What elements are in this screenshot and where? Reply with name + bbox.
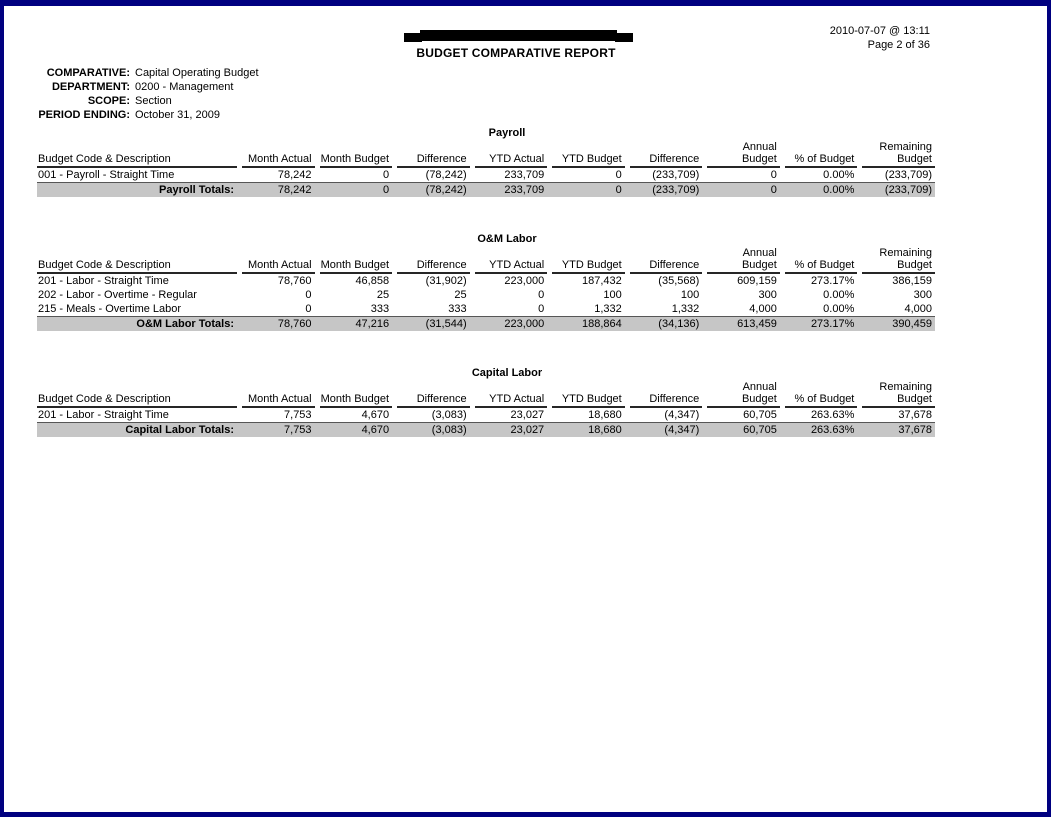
report-meta [34,66,259,122]
value-cell: 0.00% [823,289,855,301]
totals-value-cell: 47,216 [315,317,393,332]
value-cell: 1,332 [671,303,700,315]
totals-value-cell: (31,544) [392,317,470,332]
section-o-m-labor [37,233,935,331]
column-header [37,141,237,168]
column-header-label: Remaining Budget [862,247,935,274]
totals-value-cell: (233,709) [625,183,703,198]
column-header-label: Budget Code & Description [37,259,237,274]
meta-value: Capital Operating Budget [135,67,259,79]
value-cell: 78,242 [277,169,312,181]
column-header-label: Annual Budget [707,381,780,408]
meta-row-department [34,80,259,94]
value-cell: 333 [448,303,467,315]
value-cell: 25 [454,289,467,301]
column-header [625,247,703,274]
meta-label: PERIOD ENDING: [38,109,130,121]
table-row [37,274,935,288]
column-header-label: % of Budget [785,259,858,274]
table-row [37,302,935,317]
budget-code-description: 201 - Labor - Straight Time [38,409,169,421]
column-header [315,141,393,168]
meta-row-scope [34,94,259,108]
report-sections [37,127,935,473]
value-cell: 386,159 [892,275,932,287]
value-cell: 18,680 [588,409,622,421]
value-cell: 4,000 [904,303,932,315]
value-cell: 37,678 [898,409,932,421]
column-header-label: Remaining Budget [862,141,935,168]
column-header [315,247,393,274]
section-capital-labor [37,367,935,437]
totals-value-cell: (4,347) [625,423,703,438]
column-header-label: % of Budget [785,153,858,168]
column-header-label: Annual Budget [707,247,780,274]
meta-value: 0200 - Management [135,81,234,93]
value-cell: 7,753 [284,409,312,421]
column-header [780,381,858,408]
meta-label: SCOPE: [87,95,130,107]
column-header [547,381,625,408]
column-header [625,141,703,168]
meta-value: October 31, 2009 [135,109,221,121]
value-cell: 100 [680,289,700,301]
totals-label: Capital Labor Totals: [37,423,237,438]
header-row [37,381,935,408]
value-cell: (4,347) [664,409,700,421]
column-header [857,381,935,408]
column-header-label: Month Budget [320,153,393,168]
report-datetime: 2010-07-07 @ 13:11 [829,25,930,37]
meta-row-comparative [34,66,259,80]
value-cell: 4,670 [361,409,390,421]
column-header-label: Difference [397,153,470,168]
totals-value-cell: 78,242 [237,183,315,198]
column-header-label: Month Budget [320,259,393,274]
budget-code-description: 001 - Payroll - Straight Time [38,169,175,181]
column-header [702,247,780,274]
column-header [702,141,780,168]
meta-value: Section [135,95,172,107]
column-header [392,247,470,274]
section-title: Capital Labor [471,367,543,379]
column-header [392,381,470,408]
column-header [547,247,625,274]
value-cell: (78,242) [425,169,467,181]
value-cell: 300 [758,289,777,301]
column-header-label: YTD Actual [475,259,548,274]
column-header [780,247,858,274]
column-header [625,381,703,408]
totals-value-cell: 7,753 [237,423,315,438]
column-header [547,141,625,168]
column-header-label: Month Actual [242,259,315,274]
value-cell: 78,760 [277,275,312,287]
column-header [702,381,780,408]
value-cell: (233,709) [652,169,700,181]
totals-row [37,183,935,198]
value-cell: 4,000 [749,303,777,315]
budget-code-description: 202 - Labor - Overtime - Regular [38,289,197,301]
meta-label: COMPARATIVE: [46,67,130,79]
totals-row [37,423,935,438]
page-number: Page 2 of 36 [867,39,930,51]
column-header [470,247,548,274]
value-cell: (31,902) [425,275,467,287]
column-header-label: Difference [630,393,703,408]
value-cell: 23,027 [510,409,545,421]
totals-value-cell: 23,027 [470,423,548,438]
table-row [37,408,935,423]
budget-code-description: 215 - Meals - Overtime Labor [38,303,182,315]
value-cell: 0 [615,169,622,181]
value-cell: 273.17% [810,275,855,287]
value-cell: 0.00% [823,303,855,315]
totals-value-cell: 233,709 [470,183,548,198]
totals-value-cell: (233,709) [857,183,935,198]
value-cell: 0.00% [823,169,855,181]
column-header-label: Remaining Budget [862,381,935,408]
budget-table [37,247,935,331]
column-header [470,381,548,408]
column-header-label: YTD Budget [552,153,625,168]
value-cell: 0 [305,289,312,301]
value-cell: 300 [913,289,932,301]
totals-value-cell: 0.00% [780,183,858,198]
totals-value-cell: 4,670 [315,423,393,438]
column-header [315,381,393,408]
column-header-label: Month Actual [242,153,315,168]
totals-value-cell: 273.17% [780,317,858,332]
totals-label: Payroll Totals: [37,183,237,198]
column-header-label: Difference [397,393,470,408]
table-row [37,288,935,302]
totals-value-cell: 0 [702,183,780,198]
value-cell: 46,858 [355,275,390,287]
column-header [237,141,315,168]
totals-value-cell: 263.63% [780,423,858,438]
value-cell: 60,705 [743,409,777,421]
column-header-label: Annual Budget [707,141,780,168]
column-header [780,141,858,168]
budget-code-description: 201 - Labor - Straight Time [38,275,169,287]
totals-row [37,317,935,332]
value-cell: (233,709) [884,169,932,181]
meta-row-period-ending [34,108,259,122]
column-header [237,247,315,274]
redaction-bar-main [420,30,617,41]
report-title: BUDGET COMPARATIVE REPORT [416,46,616,60]
section-title: Payroll [488,127,526,139]
column-header-label: YTD Actual [475,393,548,408]
value-cell: 263.63% [810,409,855,421]
totals-value-cell: 613,459 [702,317,780,332]
column-header-label: Difference [397,259,470,274]
budget-table [37,381,935,437]
value-cell: 187,432 [581,275,622,287]
value-cell: (3,083) [431,409,467,421]
totals-value-cell: 390,459 [857,317,935,332]
totals-value-cell: 78,760 [237,317,315,332]
budget-table [37,141,935,197]
column-header [857,247,935,274]
redaction-bar-left [404,33,422,42]
table-row [37,168,935,183]
value-cell: 0 [770,169,777,181]
column-header [37,381,237,408]
column-header [37,247,237,274]
totals-value-cell: 0 [547,183,625,198]
column-header-label: YTD Budget [552,259,625,274]
value-cell: (35,568) [658,275,700,287]
value-cell: 1,332 [594,303,622,315]
page-info [830,24,930,52]
totals-value-cell: 37,678 [857,423,935,438]
value-cell: 0 [305,303,312,315]
header-row [37,247,935,274]
totals-value-cell: 18,680 [547,423,625,438]
column-header [470,141,548,168]
column-header-label: Month Actual [242,393,315,408]
totals-value-cell: 188,864 [547,317,625,332]
column-header [857,141,935,168]
value-cell: 333 [370,303,390,315]
column-header-label: Difference [630,259,703,274]
value-cell: 0 [382,169,390,181]
totals-value-cell: (3,083) [392,423,470,438]
totals-value-cell: (78,242) [392,183,470,198]
column-header-label: YTD Budget [552,393,625,408]
redaction-bar-right [615,33,633,42]
section-payroll [37,127,935,197]
value-cell: 0 [538,303,545,315]
value-cell: 0 [538,289,545,301]
column-header [237,381,315,408]
meta-label: DEPARTMENT: [51,81,130,93]
totals-value-cell: 223,000 [470,317,548,332]
totals-value-cell: (34,136) [625,317,703,332]
value-cell: 233,709 [504,169,545,181]
value-cell: 609,159 [737,275,777,287]
totals-value-cell: 0 [315,183,393,198]
value-cell: 100 [603,289,622,301]
column-header-label: Budget Code & Description [37,153,237,168]
column-header-label: Budget Code & Description [37,393,237,408]
column-header [392,141,470,168]
column-header-label: % of Budget [785,393,858,408]
column-header-label: YTD Actual [475,153,548,168]
column-header-label: Difference [630,153,703,168]
totals-value-cell: 60,705 [702,423,780,438]
value-cell: 25 [376,289,390,301]
value-cell: 223,000 [504,275,545,287]
totals-label: O&M Labor Totals: [37,317,237,332]
column-header-label: Month Budget [320,393,393,408]
section-title: O&M Labor [477,233,537,245]
header-row [37,141,935,168]
